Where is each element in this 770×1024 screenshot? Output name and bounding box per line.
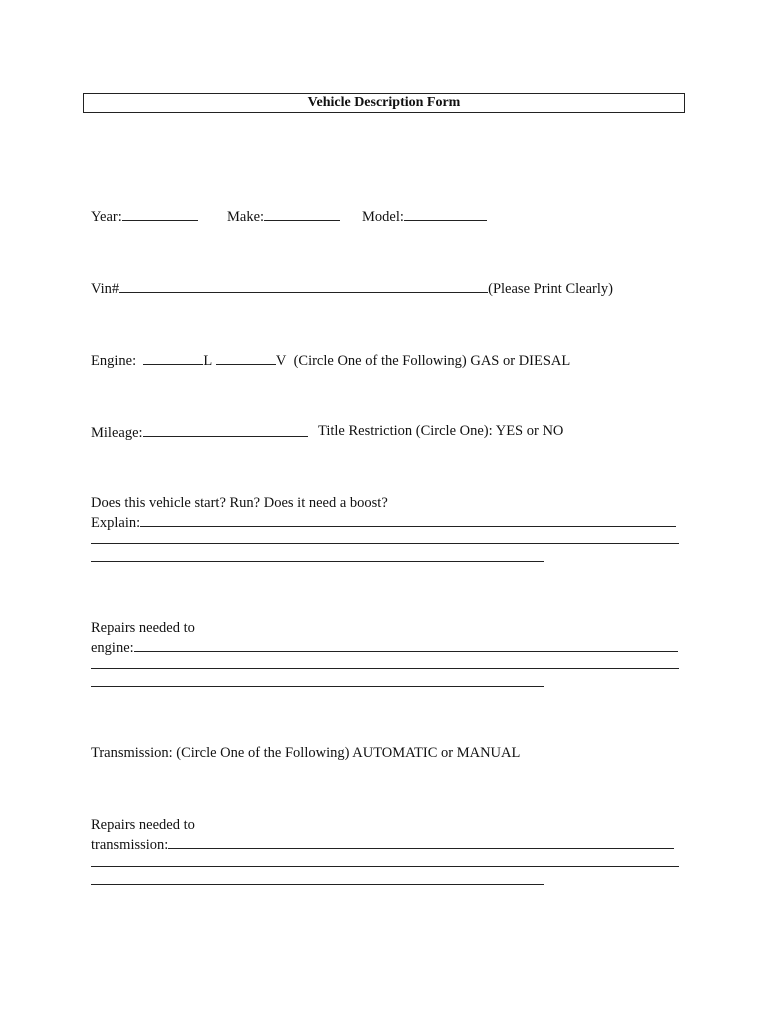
vin-label: Vin# — [91, 281, 120, 297]
vin-field — [91, 278, 613, 298]
engine-repairs-input-line-2[interactable] — [91, 668, 679, 669]
engine-repairs-input-line-1[interactable] — [134, 637, 678, 652]
model-label: Model: — [362, 209, 404, 225]
engine-fuel-choice[interactable]: (Circle One of the Following) GAS or DIESAL — [293, 353, 571, 369]
transmission-repairs-input-line-2[interactable] — [91, 866, 679, 867]
model-input-line[interactable] — [404, 206, 487, 221]
year-label: Year: — [91, 209, 122, 225]
explain-field — [91, 512, 676, 532]
engine-v-input-line[interactable] — [216, 350, 276, 365]
engine-label: Engine: — [91, 353, 137, 369]
engine-repairs-label-line1: Repairs needed to — [91, 620, 195, 636]
engine-liters-input-line[interactable] — [143, 350, 203, 365]
mileage-input-line[interactable] — [143, 422, 308, 437]
transmission-repairs-input-line-1[interactable] — [168, 834, 674, 849]
transmission-repairs-field — [91, 834, 674, 854]
explain-input-line-2[interactable] — [91, 543, 679, 544]
make-label: Make: — [227, 209, 265, 225]
make-field — [227, 206, 340, 226]
year-input-line[interactable] — [122, 206, 198, 221]
engine-v-unit: V — [275, 353, 287, 369]
engine-repairs-field — [91, 637, 678, 657]
mileage-label: Mileage: — [91, 425, 143, 441]
title-restriction-text[interactable]: Title Restriction (Circle One): YES or NO — [318, 423, 564, 439]
explain-label: Explain: — [91, 515, 141, 531]
vin-note: (Please Print Clearly) — [488, 281, 613, 297]
make-input-line[interactable] — [264, 206, 340, 221]
transmission-repairs-label-line1: Repairs needed to — [91, 817, 195, 833]
engine-repairs-input-line-3[interactable] — [91, 686, 544, 687]
title-restriction-field[interactable] — [318, 422, 563, 440]
transmission-repairs-label-line2: transmission: — [91, 837, 169, 853]
start-question: Does this vehicle start? Run? Does it need a boost? — [91, 495, 388, 511]
form-title-box — [83, 93, 685, 113]
transmission-repairs-input-line-3[interactable] — [91, 884, 544, 885]
year-field — [91, 206, 198, 226]
mileage-field — [91, 422, 308, 442]
vin-input-line[interactable] — [119, 278, 488, 293]
transmission-choice[interactable]: Transmission: (Circle One of the Following) AUTOMATIC or MANUAL — [91, 745, 521, 761]
form-title: Vehicle Description Form — [307, 95, 461, 110]
explain-input-line-1[interactable] — [140, 512, 676, 527]
model-field — [362, 206, 487, 226]
engine-field — [91, 350, 570, 370]
engine-repairs-label-line2: engine: — [91, 640, 134, 656]
engine-liters-unit: L — [203, 353, 213, 369]
explain-input-line-3[interactable] — [91, 561, 544, 562]
